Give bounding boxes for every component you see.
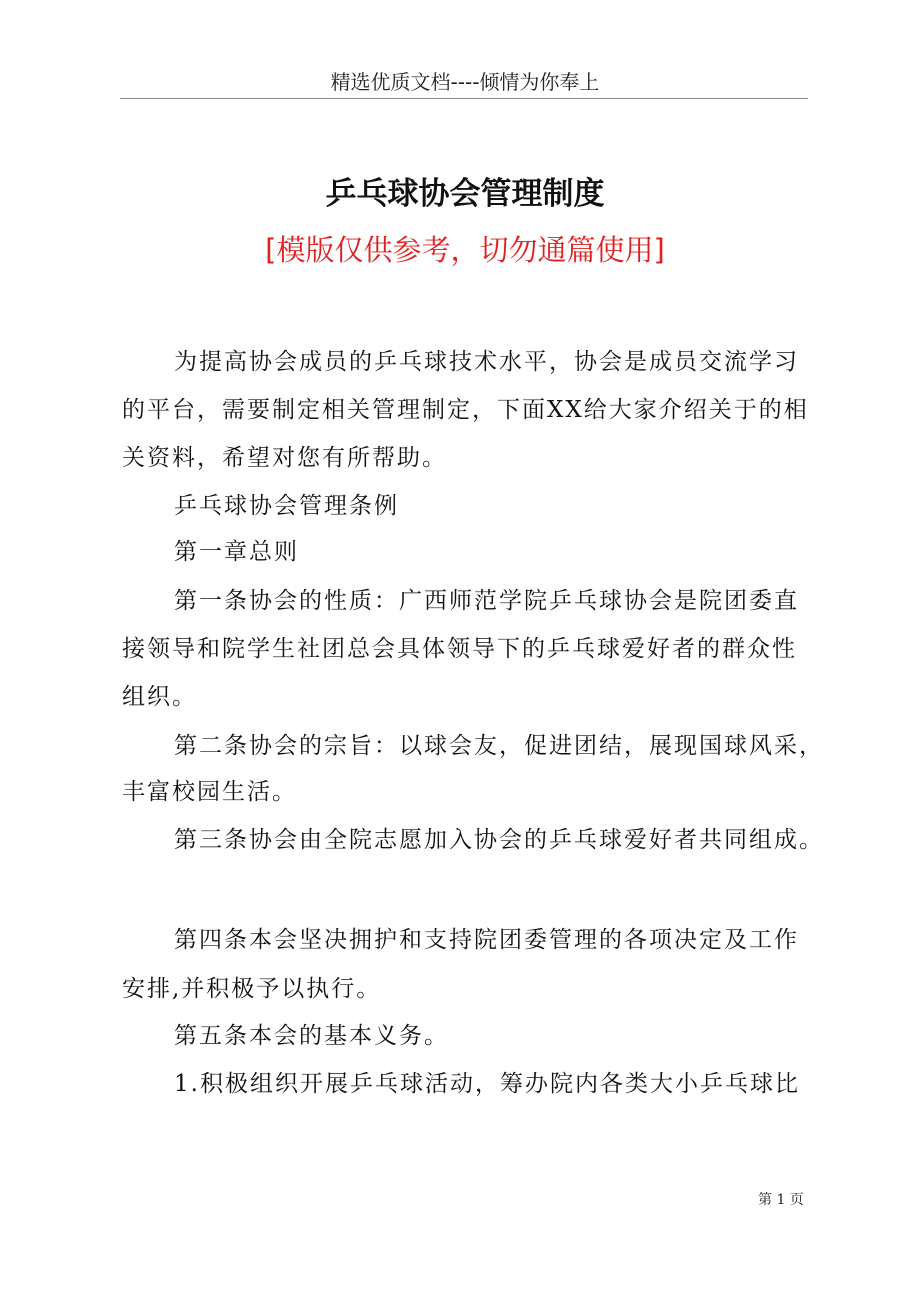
body-line: 第二条协会的宗旨：以球会友，促进团结，展现国球风采， — [174, 733, 824, 759]
section-heading: 乒乓球协会管理条例 — [174, 493, 399, 519]
body-line: 的平台，需要制定相关管理制定，下面XX给大家介绍关于的相 — [122, 397, 809, 423]
body-line: 丰富校园生活。 — [122, 779, 297, 805]
page-header: 精选优质文档----倾情为你奉上 — [330, 70, 600, 94]
body-line: 安排,并积极予以执行。 — [122, 976, 382, 1002]
template-notice: [模版仅供参考，切勿通篇使用] — [265, 233, 665, 267]
page-number: 第 1 页 — [758, 1192, 804, 1208]
chapter-heading: 第一章总则 — [174, 539, 299, 565]
body-line: 组织。 — [122, 684, 197, 710]
document-title: 乒乓球协会管理制度 — [325, 176, 605, 212]
header-divider — [120, 98, 808, 99]
body-line: 第五条本会的基本义务。 — [174, 1023, 449, 1049]
body-line: 第一条协会的性质：广西师范学院乒乓球协会是院团委直 — [174, 588, 799, 614]
body-line: 接领导和院学生社团总会具体领导下的乒乓球爱好者的群众性 — [122, 636, 797, 662]
body-line: 第四条本会坚决拥护和支持院团委管理的各项决定及工作 — [174, 927, 799, 953]
body-line: 为提高协会成员的乒乓球技术水平，协会是成员交流学习 — [174, 349, 799, 375]
body-line: 1.积极组织开展乒乓球活动，筹办院内各类大小乒乓球比 — [174, 1071, 800, 1097]
body-line: 第三条协会由全院志愿加入协会的乒乓球爱好者共同组成。 — [174, 827, 824, 853]
body-line: 关资料，希望对您有所帮助。 — [122, 445, 447, 471]
